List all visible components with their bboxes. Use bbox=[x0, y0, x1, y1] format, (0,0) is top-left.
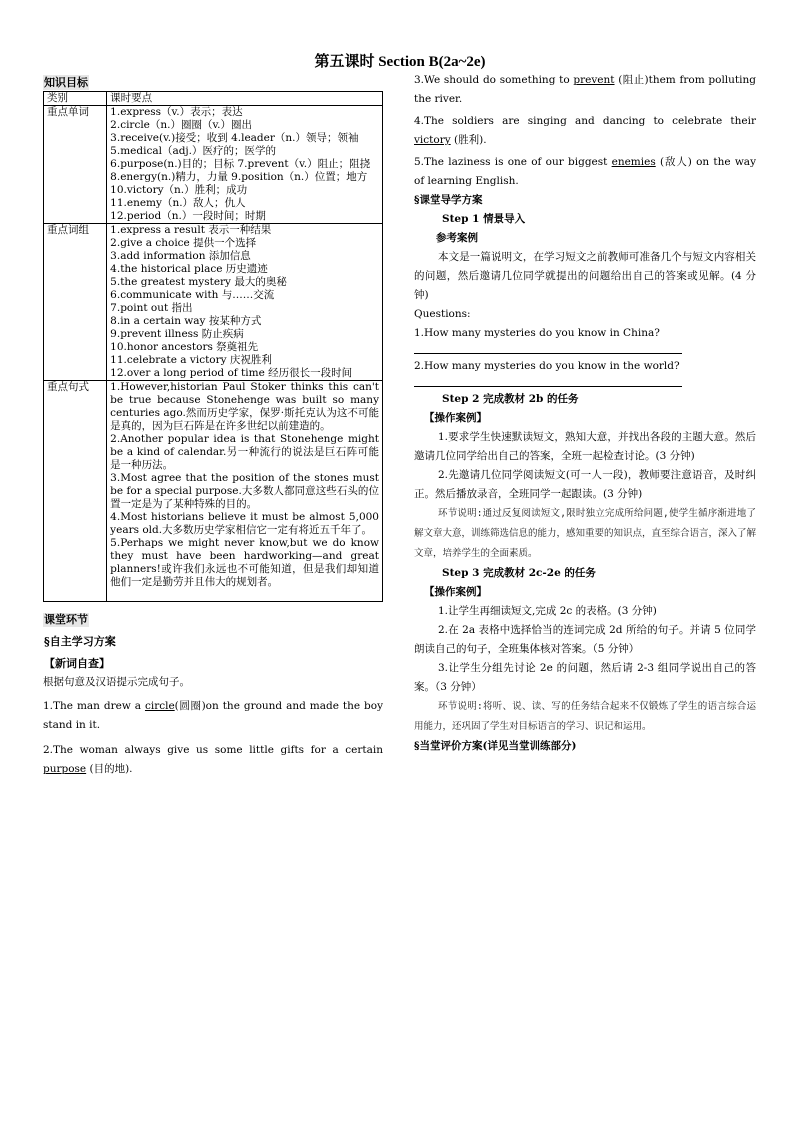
list-item: 5.medical（adj.）医疗的；医学的 bbox=[110, 145, 277, 157]
exercise-item bbox=[414, 112, 756, 150]
question-2: 2.How many mysteries do you know in the world? bbox=[414, 360, 680, 372]
table-row bbox=[44, 106, 383, 224]
list-item: 11.enemy（n.）敌人；仇人 bbox=[110, 197, 246, 209]
page-title: 第五课时 Section B(2a~2e) bbox=[314, 54, 486, 70]
item-text: 2.The woman always give us some little gifts for a certain bbox=[43, 744, 383, 756]
exercise-item bbox=[414, 71, 756, 109]
step2-paragraph: 1.要求学生快速默读短文，熟知大意，并找出各段的主题大意。然后邀请几位同学给出自己的答案，全班一起检查讨论。(3 分钟) bbox=[414, 431, 756, 462]
list-item: 2.circle（n.）圈圈（v.）圈出 bbox=[110, 119, 253, 131]
classroom-heading: 课堂环节 bbox=[44, 613, 88, 626]
col-category-header: 类别 bbox=[44, 92, 107, 106]
answer-text: purpose bbox=[43, 763, 87, 775]
item-text: (圆圈)on the ground and made the boy stand in it. bbox=[43, 700, 383, 731]
step3-case-title: 【操作案例】 bbox=[424, 586, 487, 598]
list-item: 1.express（v.）表示；表达 bbox=[110, 106, 243, 118]
item-text: 3.We should do something to bbox=[414, 74, 574, 86]
knowledge-table bbox=[43, 91, 383, 602]
item-text: 1.The man drew a bbox=[43, 700, 145, 712]
list-item: 9.prevent illness 防止疾病 bbox=[110, 328, 244, 340]
step1-text: 本文是一篇说明文，在学习短文之前教师可准备几个与短文内容相关的问题，然后邀请几位同学就提出的问题给出自己的答案或见解。(4 分钟) bbox=[414, 251, 756, 301]
list-item: 7.point out 指出 bbox=[110, 302, 193, 314]
question-1: 1.How many mysteries do you know in China? bbox=[414, 327, 660, 339]
exercise-item bbox=[43, 741, 383, 779]
table-row bbox=[44, 224, 383, 381]
answer-text: circle bbox=[144, 700, 175, 712]
step3-paragraph: 3.让学生分组先讨论 2e 的问题，然后请 2-3 组同学说出自己的答案。（3 分钟） bbox=[414, 662, 756, 693]
item-text: (胜利). bbox=[450, 134, 487, 146]
left-column bbox=[43, 71, 383, 779]
table-header-row bbox=[44, 92, 383, 106]
list-item: 2.Another popular idea is that Stonehenge might be a kind of calendar.另一种流行的说法是巨石阵可能是一种历法。 bbox=[110, 433, 379, 471]
self-study-heading: §自主学习方案 bbox=[44, 635, 116, 648]
instruction: 根据句意及汉语提示完成句子。 bbox=[43, 676, 190, 688]
list-item: 4.Most historians believe it must be almost 5,000 years old.大多数历史学家相信它一定有将近五千年了。 bbox=[110, 511, 379, 536]
col-points-header: 课时要点 bbox=[107, 92, 383, 106]
new-words-heading: 【新词自查】 bbox=[44, 657, 110, 670]
row-category: 重点单词 bbox=[44, 106, 107, 224]
step1-case-title: 参考案例 bbox=[436, 232, 478, 244]
list-item: 12.over a long period of time 经历很长一段时间 bbox=[110, 367, 353, 379]
list-item: 6.purpose(n.)目的；目标 7.prevent（v.）阻止；阻挠 bbox=[110, 158, 371, 170]
list-item: 8.in a certain way 按某种方式 bbox=[110, 315, 262, 327]
list-item: 11.celebrate a victory 庆祝胜利 bbox=[110, 354, 272, 366]
answer-text: enemies bbox=[611, 156, 656, 168]
row-category: 重点词组 bbox=[44, 224, 107, 381]
list-item: 3.add information 添加信息 bbox=[110, 250, 251, 262]
list-item: 2.give a choice 提供一个选择 bbox=[110, 237, 257, 249]
list-item: 10.honor ancestors 祭奠祖先 bbox=[110, 341, 259, 353]
table-row bbox=[44, 381, 383, 602]
step2-note: 环节说明:通过反复阅读短文,限时独立完成所给问题,使学生循序渐进地了解文章大意，训练筛选信息的能力，感知重要的知识点，直至综合语言，深入了解文章，培养学生的全面素质。 bbox=[414, 508, 757, 559]
exercise-item bbox=[414, 153, 756, 191]
list-item: 8.energy(n.)精力，力量 9.position（n.）位置；地方 bbox=[110, 171, 368, 183]
step1-title: Step 1 情景导入 bbox=[442, 213, 526, 225]
list-item: 3.receive(v.)接受；收到 4.leader（n.）领导；领袖 bbox=[110, 132, 359, 144]
step3-note: 环节说明:将听、说、读、写的任务结合起来不仅锻炼了学生的语言综合运用能力，还巩固了学生对目标语言的学习、识记和运用。 bbox=[414, 701, 756, 732]
list-item: 5.Perhaps we might never know,but we do know they must have been hardworking—and great planners!或许我们永远也不可能知道，但是我们却知道他们一定是勤劳并且伟大的规划者。 bbox=[110, 537, 379, 588]
answer-text: victory bbox=[414, 134, 451, 146]
step3-paragraph: 2.在 2a 表格中选择恰当的连词完成 2d 所给的句子。并请 5 位同学朗读自己的句子，全班集体核对答案。（5 分钟） bbox=[414, 624, 756, 655]
list-item: 6.communicate with 与……交流 bbox=[110, 289, 275, 301]
list-item: 10.victory（n.）胜利；成功 bbox=[110, 184, 248, 196]
step2-case-title: 【操作案例】 bbox=[424, 412, 487, 424]
evaluation-heading: §当堂评价方案(详见当堂训练部分) bbox=[414, 740, 577, 752]
row-points bbox=[107, 381, 383, 602]
item-text: 5.The laziness is one of our biggest bbox=[414, 156, 612, 168]
answer-line bbox=[414, 343, 682, 354]
step2-title: Step 2 完成教材 2b 的任务 bbox=[442, 393, 579, 405]
step2-paragraph: 2.先邀请几位同学阅读短文(可一人一段)，教师要注意语音，及时纠正。然后播放录音，全班同学一起跟读。(3 分钟) bbox=[414, 469, 756, 500]
guide-heading: §课堂导学方案 bbox=[414, 194, 483, 206]
list-item: 1.However,historian Paul Stoker thinks this can't be true because Stonehenge was built so many centuries ago.然而历史学家，保罗·斯托克认为这不可能是真的，因为巨石阵是在许多世纪以前建造的。 bbox=[110, 381, 379, 432]
row-category: 重点句式 bbox=[44, 381, 107, 602]
answer-text: prevent bbox=[573, 74, 615, 86]
item-text: (阻止)them from polluting the river. bbox=[414, 74, 756, 105]
questions-label: Questions: bbox=[414, 308, 471, 320]
row-points bbox=[107, 106, 383, 224]
list-item: 1.express a result 表示一种结果 bbox=[110, 224, 272, 236]
step3-paragraph: 1.让学生再细读短文,完成 2c 的表格。(3 分钟) bbox=[438, 605, 657, 617]
list-item: 3.Most agree that the position of the stones must be for a special purpose.大多数人都同意这些石头的位置一定是为了某种特殊的目的。 bbox=[110, 472, 379, 510]
item-text: (目的地). bbox=[86, 763, 133, 775]
row-points bbox=[107, 224, 383, 381]
exercise-item bbox=[43, 697, 383, 735]
right-column bbox=[414, 71, 756, 756]
item-text: (敌人) on the way of learning English. bbox=[414, 156, 756, 187]
step3-title: Step 3 完成教材 2c-2e 的任务 bbox=[442, 567, 596, 579]
item-text: 4.The soldiers are singing and dancing to celebrate their bbox=[414, 115, 756, 127]
list-item: 5.the greatest mystery 最大的奥秘 bbox=[110, 276, 287, 288]
knowledge-heading: 知识目标 bbox=[44, 76, 88, 89]
list-item: 4.the historical place 历史遗迹 bbox=[110, 263, 268, 275]
answer-line bbox=[414, 376, 682, 387]
list-item: 12.period（n.）一段时间；时期 bbox=[110, 210, 266, 222]
